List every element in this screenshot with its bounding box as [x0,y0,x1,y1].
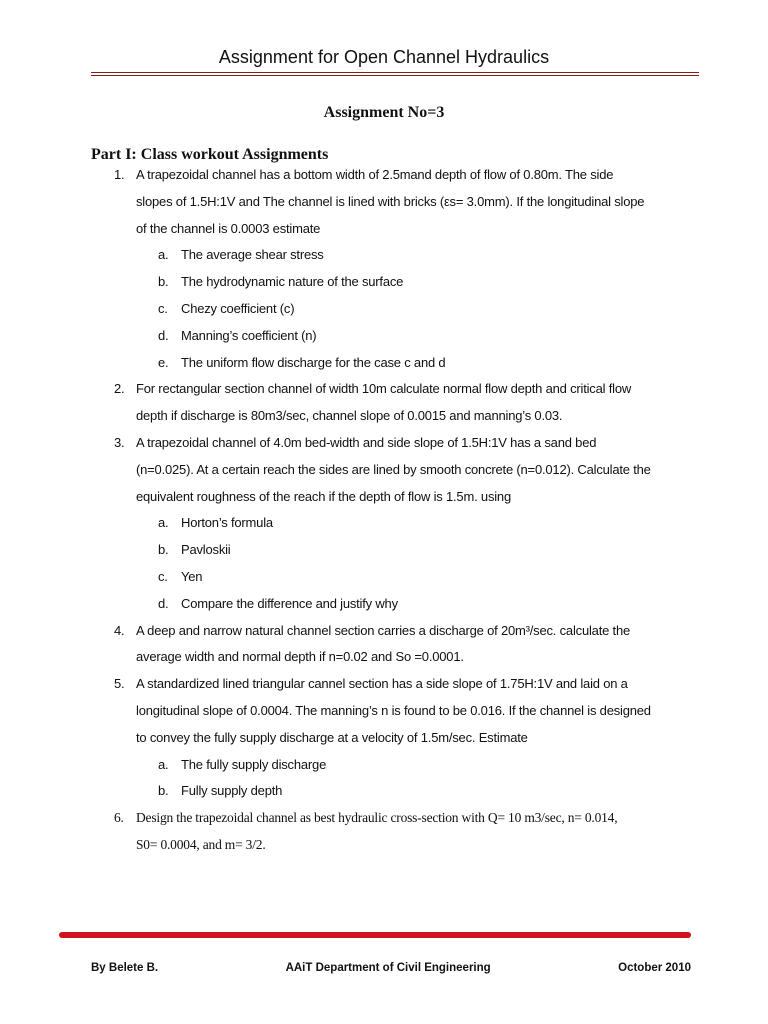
footer-divider [59,932,691,938]
sub-item-text: The average shear stress [181,247,324,263]
question-number: 6. [114,810,124,826]
sub-item-text: Chezy coefficient (c) [181,300,295,316]
question-line [91,216,706,243]
sub-item-text: The uniform flow discharge for the case c and d [181,354,446,370]
question-text: A trapezoidal channel of 4.0m bed-width and side slope of 1.5H:1V has a sand bed [136,434,597,450]
sub-item-letter: b. [158,274,169,290]
part-title: Part I: Class workout Assignments [91,146,329,163]
question-text: A deep and narrow natural channel section carries a discharge of 20m³/sec. calculate the [136,622,631,638]
question-text: of the channel is 0.0003 estimate [136,220,321,236]
sub-item-text: Pavloskii [181,542,231,558]
footer-date: October 2010 [618,962,691,974]
sub-item [91,591,706,618]
sub-item-letter: b. [158,542,169,558]
question-line [91,457,706,484]
sub-item-text: Yen [181,568,203,584]
footer-author: By Belete B. [91,962,159,974]
question-text: average width and normal depth if n=0.02 and So =0.0001. [136,649,464,665]
assignment-questions [91,162,706,859]
question-line [91,403,706,430]
sub-item-text: Fully supply depth [181,783,283,799]
sub-item [91,752,706,779]
question-line [91,189,706,216]
sub-item-letter: a. [158,756,169,772]
sub-item-text: Manning’s coefficient (n) [181,327,317,343]
question-line [91,618,706,645]
question-line [91,430,706,457]
question-line [91,671,706,698]
sub-item-text: Compare the difference and justify why [181,595,398,611]
sub-item-letter: a. [158,247,169,263]
question-text: to convey the fully supply discharge at a velocity of 1.5m/sec. Estimate [136,729,528,745]
sub-item-letter: d. [158,327,169,343]
document-title: Assignment for Open Channel Hydraulics [218,47,550,67]
sub-item-letter: a. [158,515,169,531]
sub-item-text: The hydrodynamic nature of the surface [181,274,404,290]
question-line [91,644,706,671]
sub-item-text: The fully supply discharge [181,756,327,772]
question-number: 4. [114,622,125,638]
question-number: 5. [114,676,125,692]
sub-item [91,510,706,537]
assignment-number: Assignment No=3 [323,104,445,121]
question-number: 1. [114,167,125,182]
question-text: A trapezoidal channel has a bottom width of 2.5mand depth of flow of 0.80m. The side [136,167,614,182]
question-text: S0= 0.0004, and m= 3/2. [136,836,266,852]
question-text: A standardized lined triangular cannel section has a side slope of 1.75H:1V and laid on a [136,676,628,692]
question-line [91,725,706,752]
sub-item-letter: b. [158,783,169,799]
sub-item-letter: c. [158,300,168,316]
question-line [91,832,706,859]
sub-item [91,537,706,564]
sub-item-letter: e. [158,354,169,370]
sub-item-letter: c. [158,568,168,584]
sub-item-letter: d. [158,595,169,611]
sub-item [91,778,706,805]
footer [91,962,691,974]
sub-item [91,564,706,591]
footer-department: AAiT Department of Civil Engineering [285,962,491,974]
question-number: 2. [114,381,125,397]
question-text: slopes of 1.5H:1V and The channel is lined with bricks (εs= 3.0mm). If the longitudinal slope [136,193,645,209]
question-text: Design the trapezoidal channel as best hydraulic cross-section with Q= 10 m3/sec, n= 0.014, [136,810,618,826]
question-text: (n=0.025). At a certain reach the sides are lined by smooth concrete (n=0.012). Calculate the [136,461,651,477]
sub-item [91,269,706,296]
question-line [91,484,706,511]
sub-item [91,296,706,323]
question-text: longitudinal slope of 0.0004. The manning’s n is found to be 0.016. If the channel is designed [136,702,651,718]
sub-item [91,242,706,269]
question-line [91,162,706,189]
question-line [91,698,706,725]
header-divider [91,72,699,76]
question-text: depth if discharge is 80m3/sec, channel slope of 0.0015 and manning’s 0.03. [136,408,563,424]
question-line [91,376,706,403]
question-number: 3. [114,434,125,450]
sub-item [91,323,706,350]
sub-item [91,350,706,377]
question-text: equivalent roughness of the reach if the depth of flow is 1.5m. using [136,488,511,504]
sub-item-text: Horton’s formula [181,515,273,531]
question-line [91,805,706,832]
question-text: For rectangular section channel of width 10m calculate normal flow depth and critical flow [136,381,632,397]
